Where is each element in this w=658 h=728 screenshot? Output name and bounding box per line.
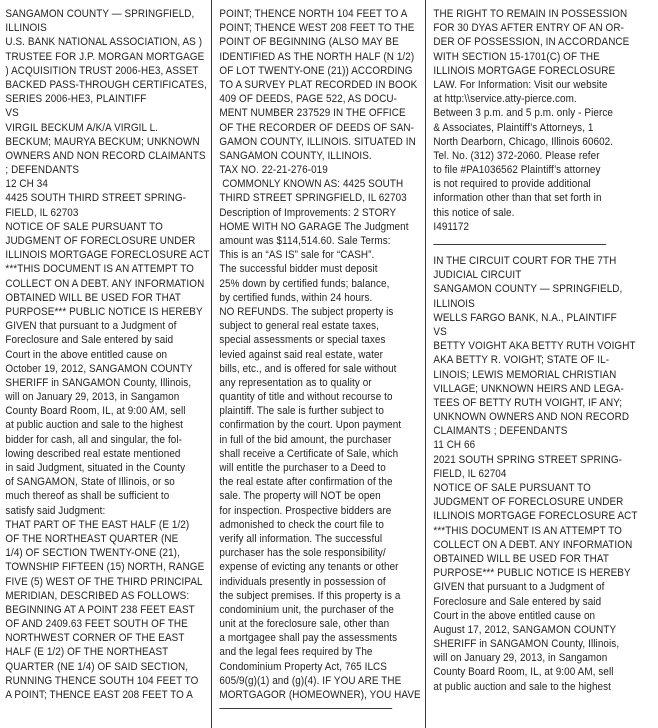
notice-line: in said Judgment, situated in the County — [5, 462, 186, 474]
column-divider-2 — [425, 0, 426, 728]
notice-line: OF AND 2409.63 FEET SOUTH OF THE — [5, 618, 188, 631]
column-1 — [0, 0, 210, 728]
notice-line: VIRGIL BECKUM A/K/A VIRGIL L. — [5, 121, 159, 134]
notice-line: TRUSTEE FOR J.P. MORGAN MORTGAGE — [5, 50, 205, 63]
notice-line: OBTAINED WILL BE USED FOR THAT — [433, 552, 610, 565]
notice-line: GIVEN that pursuant to a Judgment of — [433, 581, 605, 594]
notice-line: CLAIMANTS ; DEFENDANTS — [433, 425, 568, 438]
notice-line: TEES OF BETTY RUTH VOIGHT, IF ANY; — [433, 396, 623, 409]
column-3 — [428, 0, 638, 728]
notice-line: and the legal fees required by The — [219, 646, 373, 659]
notice-line: at public auction and sale to the highest — [433, 680, 612, 693]
notice-line: Between 3 p.m. and 5 p.m. only - Pierce — [433, 107, 614, 120]
notice-line: PURPOSE*** PUBLIC NOTICE IS HEREBY — [433, 567, 631, 580]
notice-line: POINT; THENCE NORTH 104 FEET TO A — [219, 8, 408, 20]
notice-line: 11 CH 66 — [433, 439, 476, 452]
notice-line: SERIES 2006-HE3, PLAINTIFF — [5, 93, 147, 106]
notice-line: Description of Improvements: 2 STORY — [219, 206, 397, 219]
notice-line: confirmation by the court. Upon payment — [219, 419, 402, 432]
notice-line: DER OF POSSESSION, IN ACCORDANCE — [433, 36, 630, 49]
notice-line: special assessments or special taxes — [219, 334, 386, 347]
notice-line: JUDGMENT OF FORECLOSURE UNDER — [433, 496, 624, 509]
notice-line: VILLAGE; UNKNOWN HEIRS AND LEGA- — [433, 382, 624, 395]
notice-line: subject to general real estate taxes, — [219, 320, 380, 333]
notice-line: A POINT; THENCE EAST 208 FEET TO A — [5, 689, 193, 701]
notice-line: U.S. BANK NATIONAL ASSOCIATION, AS ) — [5, 36, 203, 49]
notice-line: TAX NO. 22-21-276-019 — [219, 164, 328, 177]
notice-line: 605/9(g)(1) and (g)(4). IF YOU ARE THE — [219, 674, 402, 687]
notice-line: ; DEFENDANTS — [5, 164, 80, 177]
notice-line: Court in the above entitled cause on — [5, 348, 168, 361]
notice-line: AKA BETTY R. VOIGHT; STATE OF IL- — [433, 354, 610, 367]
notice-line: IDENTIFIED AS THE NORTH HALF (N 1/2) — [219, 50, 415, 63]
notice-line: This is an “AS IS” sale for “CASH”. — [219, 249, 375, 262]
notice-voight-part-1 — [433, 254, 638, 694]
notice-line: TO A SURVEY PLAT RECORDED IN BOOK — [219, 78, 418, 91]
notice-line: ***THIS DOCUMENT IS AN ATTEMPT TO — [433, 524, 622, 537]
notice-line: individuals presently in possession of — [219, 575, 386, 588]
notice-line: ***THIS DOCUMENT IS AN ATTEMPT TO — [5, 263, 194, 276]
notice-line: SHERIFF in SANGAMON County, Illinois, — [5, 376, 192, 389]
notice-line: 2021 SOUTH SPRING STREET SPRING- — [433, 453, 623, 466]
notice-line: COMMONLY KNOWN AS: 4425 SOUTH — [219, 178, 404, 191]
notice-line: NORTHWEST CORNER OF THE EAST — [5, 632, 185, 645]
notice-line: OF THE NORTHEAST QUARTER (NE — [5, 532, 179, 545]
notice-line: sale. The property will NOT be open — [219, 490, 381, 503]
notice-line: 12 CH 34 — [5, 178, 48, 191]
notice-line: Tel. No. (312) 372-2060. Please refer — [433, 149, 600, 162]
notice-line: North Dearborn, Chicago, Illinois 60602. — [433, 135, 614, 148]
notice-line: will on January 29, 2013, in Sangamon — [433, 652, 608, 665]
notice-line: THE RIGHT TO REMAIN IN POSSESSION — [433, 8, 628, 20]
notice-line: Condominium Property Act, 765 ILCS — [219, 660, 387, 673]
notice-line: MERIDIAN, DESCRIBED AS FOLLOWS: — [5, 589, 190, 602]
notice-line: FIELD, IL 62703 — [5, 206, 79, 219]
notice-beckum-part-2 — [219, 7, 421, 702]
notice-line: TOWNSHIP FIFTEEN (15) NORTH, RANGE — [5, 561, 205, 574]
notice-line: this notice of sale. — [433, 206, 515, 219]
notice-line: THIRD STREET SPRINGFIELD, IL 62703 — [219, 192, 407, 205]
notice-line: ILLINOIS — [5, 22, 47, 35]
notice-line: SHERIFF in SANGAMON County, Illinois, — [433, 638, 620, 651]
notice-beckum-part-1 — [5, 7, 210, 702]
notice-line: FIVE (5) WEST OF THE THIRD PRINCIPAL — [5, 575, 203, 588]
column-bottom-rule — [219, 708, 392, 709]
notice-line: at http:\\service.atty-pierce.com. — [433, 93, 577, 106]
notice-line: VS — [5, 107, 19, 120]
notice-line: much thereof as shall be sufficient to — [5, 490, 170, 503]
notice-line: WELLS FARGO BANK, N.A., PLAINTIFF — [433, 311, 617, 324]
notice-line: COLLECT ON A DEBT. ANY INFORMATION — [433, 538, 633, 551]
notice-line: amount was $114,514.60. Sale Terms: — [219, 235, 391, 247]
notice-line: bidder for cash, all and singular, the fol- — [5, 433, 183, 446]
notice-line: OF THE RECORDER OF DEEDS OF SAN- — [219, 121, 415, 134]
notice-line: by certified funds, within 24 hours. — [219, 291, 373, 304]
notice-line: I491172 — [433, 220, 470, 233]
notice-line: BETTY VOIGHT AKA BETTY RUTH VOIGHT — [433, 340, 636, 353]
notice-line: bills, etc., and is offered for sale without — [219, 362, 397, 375]
notice-line: POINT OF BEGINNING (ALSO MAY BE — [219, 36, 399, 49]
notice-line: IN THE CIRCUIT COURT FOR THE 7TH — [433, 255, 617, 267]
notice-line: FOR 30 DYAS AFTER ENTRY OF AN OR- — [433, 22, 624, 35]
notice-line: ) ACQUISITION TRUST 2006-HE3, ASSET — [5, 64, 199, 77]
notice-line: for inspection. Prospective bidders are — [219, 504, 392, 517]
notice-line: shall receive a Certificate of Sale, which — [219, 447, 399, 460]
notice-line: COLLECT ON A DEBT. ANY INFORMATION — [5, 277, 205, 290]
notice-line: purchaser has the sole responsibility/ — [219, 547, 386, 560]
notice-line: information other than that set forth in — [433, 192, 602, 205]
notice-line: OBTAINED WILL BE USED FOR THAT — [5, 291, 182, 304]
notice-line: BEGINNING AT A POINT 238 FEET EAST — [5, 603, 195, 616]
notice-line: LAW. For Information: Visit our website — [433, 78, 608, 91]
notice-line: unit at the foreclosure sale, other than — [219, 618, 390, 631]
notice-line: PURPOSE*** PUBLIC NOTICE IS HEREBY — [5, 305, 203, 318]
notice-line: a mortgagee shall pay the assessments — [219, 632, 398, 645]
notice-line: quantity of title and without recourse to — [219, 391, 393, 404]
notice-line: HALF (E 1/2) OF THE NORTHEAST — [5, 646, 169, 659]
notice-line: condominium unit, the purchaser of the — [219, 603, 394, 616]
notice-line: BACKED PASS-THROUGH CERTIFICATES, — [5, 78, 207, 91]
notice-line: POINT; THENCE WEST 208 FEET TO THE — [219, 22, 415, 35]
notice-line: WITH SECTION 15-1701(C) OF THE — [433, 50, 600, 63]
notice-line: MENT NUMBER 237529 IN THE OFFICE — [219, 107, 406, 120]
notice-line: to file #PA1036562 Plaintiff’s attorney — [433, 164, 601, 177]
notice-line: October 19, 2012, SANGAMON COUNTY — [5, 362, 193, 375]
notice-line: MORTGAGOR (HOMEOWNER), YOU HAVE — [219, 689, 421, 701]
notice-line: BECKUM; MAURYA BECKUM; UNKNOWN — [5, 135, 200, 148]
notice-line: THAT PART OF THE EAST HALF (E 1/2) — [5, 518, 190, 531]
notice-line: 25% down by certified funds; balance, — [219, 277, 390, 290]
notice-line: SANGAMON COUNTY — SPRINGFIELD, — [5, 8, 195, 20]
notice-line: admonished to check the court file to — [219, 518, 384, 531]
notice-line: the real estate after confirmation of the — [219, 476, 393, 489]
column-2 — [214, 0, 421, 728]
notice-line: lowing described real estate mentioned — [5, 447, 181, 460]
notice-line: any representation as to quality or — [219, 376, 372, 389]
notice-line: VS — [433, 325, 447, 338]
notice-line: August 17, 2012, SANGAMON COUNTY — [433, 623, 617, 636]
notice-line: the subject premises. If this property is a — [219, 589, 401, 602]
notice-line: LINOIS; LEWIS MEMORIAL CHRISTIAN — [433, 368, 617, 381]
notice-line: expense of evicting any tenants or other — [219, 561, 399, 574]
notice-line: SANGAMON COUNTY — SPRINGFIELD, — [433, 283, 623, 296]
notice-line: GAMON COUNTY, ILLINOIS. SITUATED IN — [219, 135, 416, 148]
notice-line: is not required to provide additional — [433, 178, 591, 191]
notice-line: in full of the bid amount, the purchaser — [219, 433, 392, 446]
notice-line: Foreclosure and Sale entered by said — [433, 595, 602, 608]
notice-line: 409 OF DEEDS, PAGE 522, AS DOCU- — [219, 93, 398, 106]
notice-line: satisfy said Judgment: — [5, 504, 106, 517]
notice-line: will entitle the purchaser to a Deed to — [219, 462, 386, 474]
notice-line: JUDGMENT OF FORECLOSURE UNDER — [5, 235, 196, 247]
notice-line: County Board Room, IL, at 9:00 AM, sell — [433, 666, 614, 679]
notice-line: GIVEN that pursuant to a Judgment of — [5, 320, 177, 333]
notice-line: verify all information. The successful — [219, 532, 383, 545]
notice-beckum-part-3 — [433, 7, 630, 234]
notice-line: Court in the above entitled cause on — [433, 609, 596, 622]
notice-line: Foreclosure and Sale entered by said — [5, 334, 174, 347]
notice-line: JUDICIAL CIRCUIT — [433, 269, 522, 282]
notice-line: 4425 SOUTH THIRD STREET SPRING- — [5, 192, 187, 205]
notice-line: ILLINOIS MORTGAGE FORECLOSURE ACT — [5, 249, 210, 262]
notice-line: levied against said real estate, water — [219, 348, 383, 361]
notice-line: ILLINOIS MORTGAGE FORECLOSURE — [433, 64, 616, 77]
notice-line: UNKNOWN OWNERS AND NON RECORD — [433, 411, 630, 424]
notice-line: OF LOT TWENTY-ONE (21)) ACCORDING — [219, 64, 413, 77]
notice-line: SANGAMON COUNTY, ILLINOIS. — [219, 149, 372, 162]
notice-line: County Board Room, IL, at 9:00 AM, sell — [5, 405, 186, 418]
notice-line: at public auction and sale to the highest — [5, 419, 184, 432]
notice-line: will on January 29, 2013, in Sangamon — [5, 391, 180, 404]
notice-line: RUNNING THENCE SOUTH 104 FEET TO — [5, 674, 199, 687]
notice-line: NOTICE OF SALE PURSUANT TO — [5, 220, 163, 233]
notice-line: NO REFUNDS. The subject property is — [219, 305, 394, 318]
notice-line: HOME WITH NO GARAGE The Judgment — [219, 220, 409, 233]
notice-separator-rule — [433, 244, 606, 245]
notice-line: ILLINOIS — [433, 297, 475, 310]
notice-line: & Associates, Plaintiff’s Attorneys, 1 — [433, 121, 594, 134]
column-divider-1 — [211, 0, 212, 728]
notice-line: OWNERS AND NON RECORD CLAIMANTS — [5, 149, 206, 162]
notice-line: of SANGAMON, State of Illinois, or so — [5, 476, 175, 489]
notice-line: 1/4) OF SECTION TWENTY-ONE (21), — [5, 547, 180, 560]
notice-line: plaintiff. The sale is further subject to — [219, 405, 384, 418]
notice-line: ILLINOIS MORTGAGE FORECLOSURE ACT — [433, 510, 638, 523]
notice-line: FIELD, IL 62704 — [433, 467, 507, 480]
notice-line: NOTICE OF SALE PURSUANT TO — [433, 482, 591, 494]
notice-line: The successful bidder must deposit — [219, 263, 378, 276]
notice-line: QUARTER (NE 1/4) OF SAID SECTION, — [5, 660, 189, 673]
